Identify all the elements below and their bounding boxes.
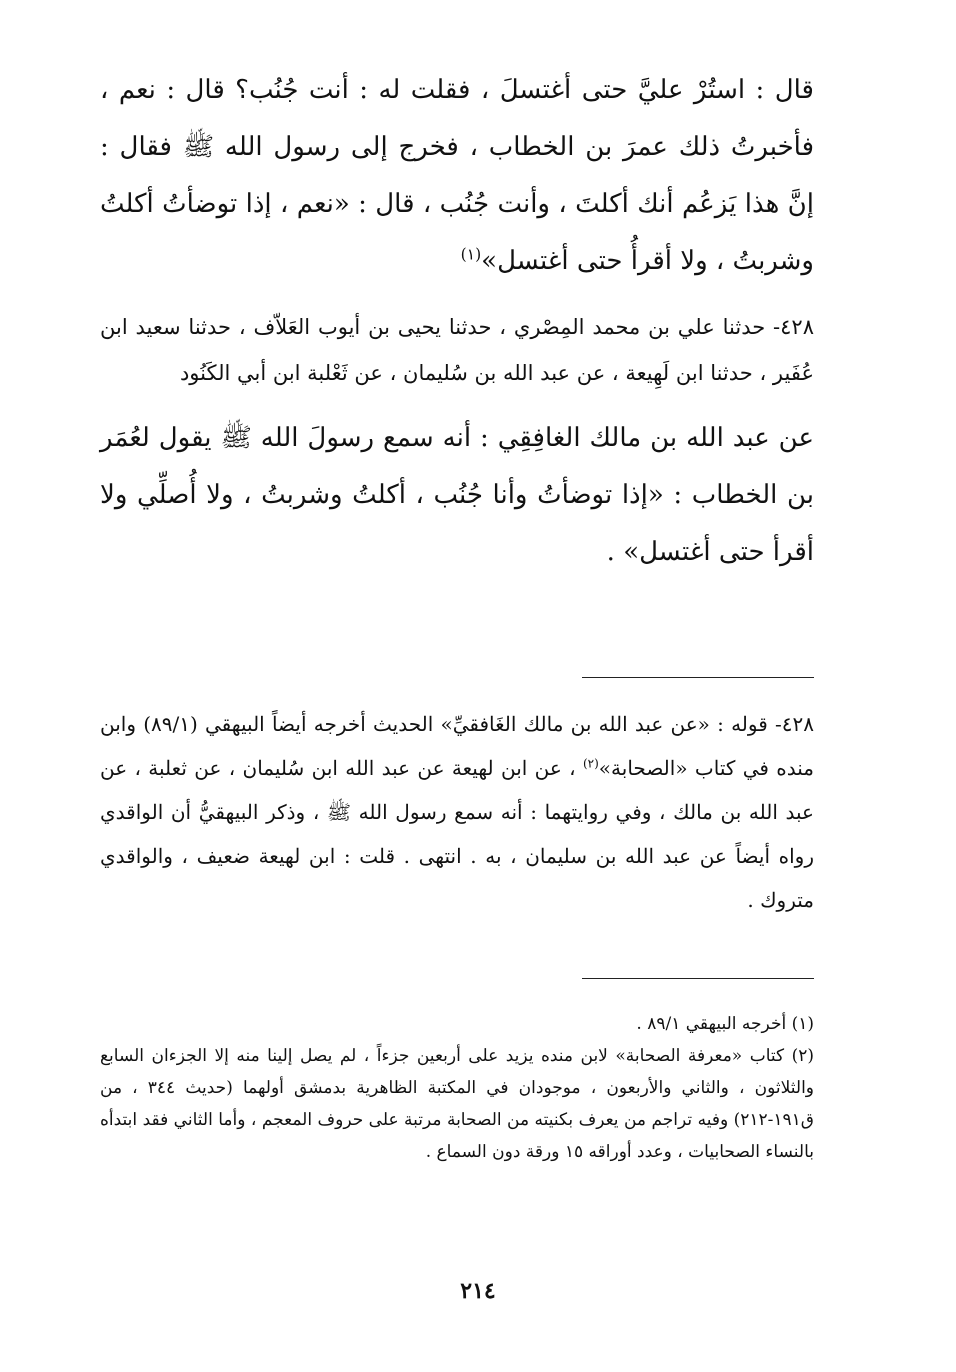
hadith-paragraph: عن عبد الله بن مالك الغافِقِي : أنه سمع رسولَ الله ﷺ يقول لعُمَر بن الخطاب : «إذا توضأتُ وأنا جُنُب ، أكلتُ وشربتُ ، ولا أُصلِّي ولا أقرأ حتى أغتسل» . (100, 423, 814, 567)
separator-footnotes (582, 978, 814, 979)
footnote-ref-2[interactable]: (٢) (582, 756, 599, 771)
commentary-text-part2: ، عن ابن لهيعة عن عبد الله ابن سُليمان ، عن ثعلبة ، عن عبد الله بن مالك ، وفي روايتهما : أنه سمع رسول الله ﷺ ، وذكر البيهقيُّ أن الواقدي رواه أيضاً عن عبد الله بن سليمان ، به . انتهى . قلت : ابن لهيعة ضعيف ، والواقدي متروك . (100, 756, 814, 912)
page-number: ٢١٤ (460, 1278, 496, 1304)
intro-paragraph (100, 62, 814, 290)
footnotes-section (100, 1008, 814, 1168)
commentary-text-part1: ٤٢٨- قوله : «عن عبد الله بن مالك الغَافقيِّ» الحديث أخرجه أيضاً البيهقي (٨٩/١) وابن منده في كتاب «الصحابة» (100, 712, 815, 780)
footnote-ref-1[interactable]: (١) (460, 245, 482, 264)
commentary-paragraph (100, 702, 814, 922)
page-body (100, 62, 814, 581)
footnote-1: (١) أخرجه البيهقي ٨٩/١ . (636, 1014, 814, 1034)
footnote-2: (٢) كتاب «معرفة الصحابة» لابن منده يزيد على أربعين جزءاً ، لم يصل إلينا منه إلا الجزءان السابع والثلاثون ، والثاني والأربعون ، موجودان في المكتبة الظاهرية بدمشق أولهما (حديث ٣٤٤ ، من ق١٩١-٢١٢) وفيه تراجم من يعرف بكنيته من الصحابة مرتبة على حروف المعجم ، وأما الثاني فقد ابتدأه بالنساء الصحابيات ، وعدد أوراقه ١٥ ورقة دون السماع . (100, 1046, 814, 1162)
intro-text: قال : استُرْ عليَّ حتى أغتسلَ ، فقلت له : أنت جُنُب؟ قال : نعم ، فأخبرتُ ذلك عمرَ بن الخطاب ، فخرج إلى رسول الله ﷺ فقال : إنَّ هذا يَزعُم أنك أكلتَ ، وأنت جُنُب ، قال : «نعم ، إذا توضأتُ أكلتُ وشربتُ ، ولا أقرأُ حتى أغتسل» (100, 75, 814, 276)
commentary-section (100, 702, 814, 922)
isnad-chain-paragraph: ٤٢٨- حدثنا علي بن محمد المِصْري ، حدثنا يحيى بن أيوب العَلاّف ، حدثنا سعيد ابن عُفَير ، حدثنا ابن لَهِيعة ، عن عبد الله بن سُليمان ، عن ثَعْلبة ابن أبي الكَنُود (100, 315, 814, 385)
separator-commentary (582, 677, 814, 678)
